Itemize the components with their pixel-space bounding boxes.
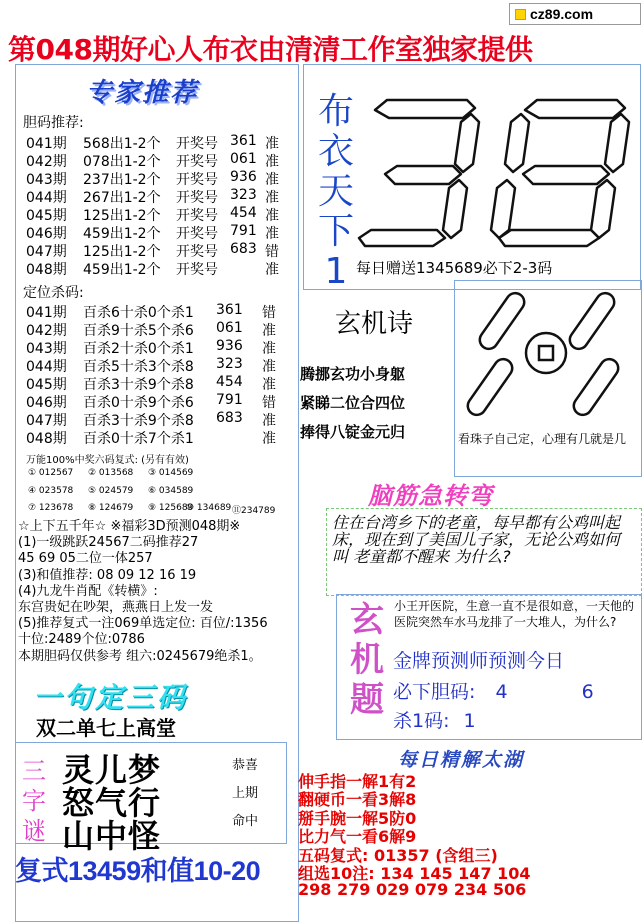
gold-title: 金牌预测师预测今日 [393,650,565,672]
xuanji-label-text: 玄机题 [350,600,384,720]
dan-row: 045期 125出1-2个 开奖号 454 准 [26,205,279,224]
riddle-word: 灵儿梦 [62,751,162,789]
pos-label: 定位杀码: [23,285,84,301]
riddle-word: 山中怪 [62,817,162,855]
riddle-word: 怒气行 [62,784,162,822]
pos-row: 046期 百杀0十杀9个杀6 791 错 [26,392,276,411]
xuanji-label [342,600,392,720]
dan-line [393,677,594,704]
kill-code: 1 [463,710,476,732]
dan-row: 042期 078出1-2个 开奖号 061 准 [26,151,279,170]
three-char-label [19,756,49,846]
poem-line: 紧睇二位合四位 [300,394,406,412]
dan-row: 046期 459出1-2个 开奖号 791 准 [26,223,279,242]
taihu-line: 298 279 029 079 234 506 [298,880,527,899]
pos-row: 043期 百杀2十杀0个杀1 936 准 [26,338,276,357]
combo-item: ⑦ 123678 [28,503,74,513]
forecast-line: ☆上下五千年☆ ※福彩3D预测048期※ [18,519,241,534]
taihu-line: 组选10注: 134 145 147 104 [298,864,531,883]
taihu-line: 掰手腕一解5防0 [298,809,417,828]
dan-row: 048期 459出1-2个 开奖号 准 [26,262,279,278]
taihu-line: 伸手指一解1有2 [298,772,417,791]
combo-item: ⑥ 034589 [148,486,194,496]
kill-line [393,706,476,733]
kill-code-label: 杀1码: [393,710,450,732]
brain-heading: 脑筋急转弯 [368,481,493,510]
one-sentence-phrase: 双二单七上高堂 [36,716,176,740]
pos-row: 041期 百杀6十杀0个杀1 361 错 [26,302,276,321]
combo-item: ③ 014569 [148,468,194,478]
combo-title: 万能100%中奖六码复式: (另有有效) [26,455,189,466]
combo-item: ② 013568 [88,468,134,478]
dan-row: 044期 267出1-2个 开奖号 323 准 [26,187,279,206]
expert-heading: 专家推荐 [86,78,199,108]
taihu-heading: 每日精解太湖 [398,749,525,771]
pos-row: 044期 百杀5十杀3个杀8 323 准 [26,356,276,375]
combo-item: ⑧ 124679 [88,503,134,513]
brain-question: 住在台湾乡下的老童，每早都有公鸡叫起床，现在到了美国儿子家，无论公鸡如何叫 老童都不醒来 为什么? [332,513,621,566]
forecast-block [18,519,268,665]
beads-illustration [460,285,638,423]
taihu-line: 五码复式: 01357 (含组三) [298,846,498,865]
dan-code-label: 必下胆码: [393,681,476,703]
dan-row: 043期 237出1-2个 开奖号 936 准 [26,169,279,188]
poem-line: 腾挪玄功小身躯 [300,365,406,383]
forecast-line: (4)九龙牛肖配《转横》: [18,583,158,599]
beads-caption: 看珠子自己定，心理有几就是几 [458,432,627,446]
daily-gift: 每日赠送1345689必下2-3码 [356,259,553,277]
taihu-line: 比力气一看6解9 [298,827,417,846]
congrats-line: 恭喜 [232,758,259,773]
combo-item: ⑤ 024579 [88,486,134,496]
forecast-line: (1)一级跳跃24567二码推荐27 [18,535,199,551]
poem-title: 玄机诗 [335,309,414,339]
forecast-line: 本期胆码仅供参考 组六:0245679绝杀1。 [18,648,262,664]
forecast-line: (3)和值推荐: 08 09 12 16 19 [18,567,197,583]
poem-line: 捧得八锭金元归 [300,423,406,441]
dan-row: 047期 125出1-2个 开奖号 683 错 [26,241,279,260]
pos-row: 047期 百杀3十杀9个杀8 683 准 [26,410,276,429]
one-sentence-heading: 一句定三码 [33,681,189,714]
taihu-line: 翻硬币一看3解8 [298,790,417,809]
site-badge-text: cz89.com [530,6,594,22]
dan-row: 041期 568出1-2个 开奖号 361 准 [26,133,279,152]
dan-code-a: 4 [495,681,508,703]
pos-row: 045期 百杀3十杀9个杀8 454 准 [26,374,276,393]
buyi-vertical-title: 布 衣 天 下 1 [318,91,355,292]
three-char-label-text: 三字谜 [22,757,46,845]
congrats-line: 上期 [232,786,259,801]
page-title: 第048期好心人布衣由清清工作室独家提供 [8,33,533,66]
pos-row: 042期 百杀9十杀5个杀6 061 准 [26,320,276,339]
seven-segment-digits [355,92,637,252]
fushi-line: 复式13459和值10-20 [15,856,261,886]
site-badge[interactable] [509,3,641,25]
logo-square-icon [515,9,526,20]
dan-code-b: 6 [581,681,594,703]
xuanji-question: 小王开医院，生意一直不是很如意，一天他的医院突然车水马龙排了一大堆人，为什么? [394,599,635,629]
dan-label: 胆码推荐: [23,115,84,131]
forecast-line: 45 69 05二位一体257 [18,551,153,567]
combo-item: ④ 023578 [28,486,74,496]
congrats-line: 命中 [232,814,259,829]
combo-item: ① 012567 [28,468,74,478]
forecast-line: 东宫贵妃在吵架，燕燕日上发一发 [18,600,214,616]
forecast-line: (5)推荐复式一注069单选定位: 百位/:1356 [18,616,268,632]
combo-item: ⑩ 134689 [186,503,232,513]
pos-row: 048期 百杀0十杀7个杀1 准 [26,431,276,447]
forecast-line: 十位:2489个位:0786 [18,632,145,648]
combo-item: ⑨ 125689 [148,503,194,513]
combo-item: ⑪234789 [232,506,276,516]
